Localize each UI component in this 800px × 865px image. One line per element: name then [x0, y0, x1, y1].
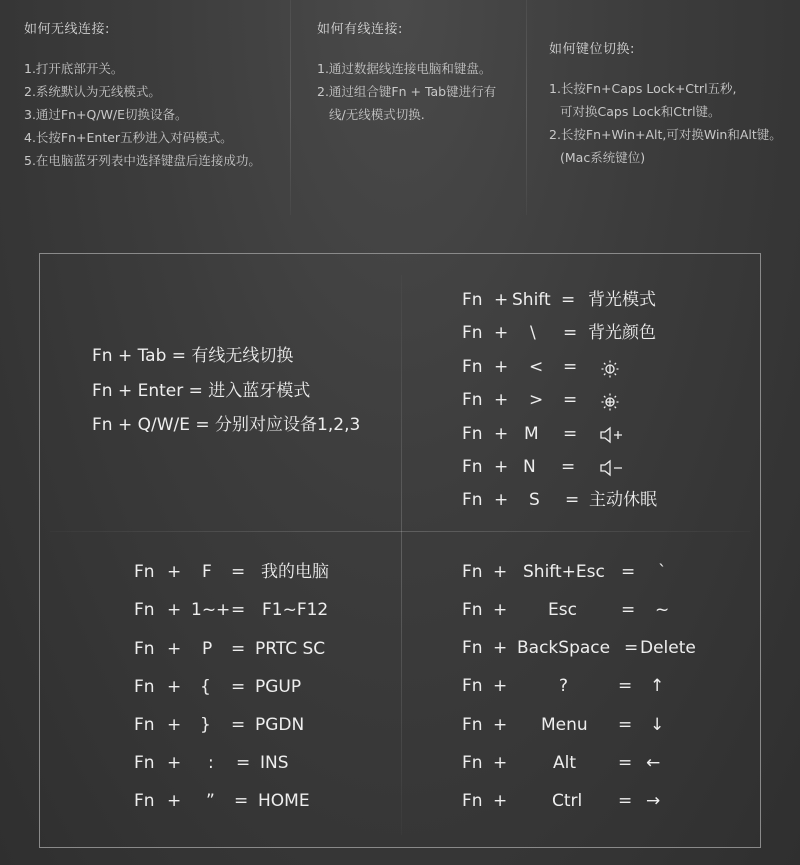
shortcut-result: `: [658, 562, 667, 582]
brightness-up-icon: [600, 391, 620, 413]
equals-sign: =: [563, 424, 578, 444]
shortcut-result: 背光模式: [588, 290, 656, 310]
equals-sign: =: [231, 639, 246, 659]
wired-title: 如何有线连接:: [317, 22, 403, 37]
fn-key: Fn: [462, 676, 483, 696]
volume-up-icon: [599, 424, 625, 446]
wireless-section: [24, 18, 261, 172]
shortcut-key: :: [208, 753, 214, 773]
equals-sign: =: [234, 791, 249, 811]
equals-sign: =: [618, 791, 633, 811]
fn-key: Fn: [462, 490, 483, 510]
equals-sign: =: [231, 600, 246, 620]
plus-sign: +: [493, 753, 508, 773]
equals-sign: =: [231, 562, 246, 582]
keyswitch-steps: [549, 77, 782, 169]
fn-key: Fn: [462, 457, 483, 477]
equals-sign: =: [565, 490, 580, 510]
shortcut-text: Fn + Tab = 有线无线切换: [92, 346, 294, 366]
fn-key: Fn: [462, 600, 483, 620]
shortcut-result: 主动休眠: [589, 490, 657, 510]
plus-sign: +: [493, 638, 508, 658]
fn-key: Fn: [462, 390, 483, 410]
equals-sign: =: [618, 676, 633, 696]
plus-sign: +: [167, 677, 182, 697]
wireless-step: 5.在电脑蓝牙列表中选择键盘后连接成功。: [24, 153, 261, 168]
shortcut-result: 背光颜色: [588, 323, 656, 343]
plus-sign: +: [167, 600, 182, 620]
plus-sign: +: [494, 323, 509, 343]
shortcut-text: Fn + Q/W/E = 分别对应设备1,2,3: [92, 415, 361, 435]
plus-sign: +: [494, 457, 509, 477]
fn-key: Fn: [462, 753, 483, 773]
wired-step: 线/无线模式切换.: [329, 107, 425, 122]
column-divider: [290, 0, 291, 215]
wireless-step: 4.长按Fn+Enter五秒进入对码模式。: [24, 130, 233, 145]
equals-sign: =: [231, 715, 246, 735]
wired-step: 2.通过组合键Fn + Tab键进行有: [317, 84, 497, 99]
shortcut-key: BackSpace: [517, 638, 611, 658]
equals-sign: =: [563, 390, 578, 410]
fn-key: Fn: [462, 715, 483, 735]
shortcut-key: 1~+: [191, 600, 231, 620]
wireless-step: 2.系统默认为无线模式。: [24, 84, 161, 99]
arrow-up-icon: ↑: [650, 676, 665, 696]
shortcut-key: S: [529, 490, 540, 510]
wireless-step: 3.通过Fn+Q/W/E切换设备。: [24, 107, 188, 122]
wired-step: 1.通过数据线连接电脑和键盘。: [317, 61, 492, 76]
shortcut-key: Esc: [548, 600, 577, 620]
wired-steps: [317, 57, 496, 126]
shortcut-key: ”: [206, 791, 215, 811]
shortcut-result: HOME: [258, 791, 310, 811]
equals-sign: =: [618, 753, 633, 773]
plus-sign: +: [494, 490, 509, 510]
equals-sign: =: [563, 357, 578, 377]
fn-key: Fn: [462, 290, 483, 310]
shortcut-key: {: [200, 677, 211, 697]
equals-sign: =: [621, 600, 636, 620]
fn-key: Fn: [134, 791, 155, 811]
plus-sign: +: [494, 390, 509, 410]
equals-sign: =: [621, 562, 636, 582]
shortcut-key: Menu: [541, 715, 588, 735]
keyswitch-step: 2.长按Fn+Win+Alt,可对换Win和Alt键。: [549, 127, 782, 142]
shortcut-result: PRTC SC: [255, 639, 326, 659]
shortcut-key: }: [200, 715, 211, 735]
plus-sign: +: [493, 562, 508, 582]
plus-sign: +: [494, 290, 509, 310]
plus-sign: +: [494, 357, 509, 377]
fn-key: Fn: [134, 753, 155, 773]
shortcut-key: Alt: [553, 753, 577, 773]
keyswitch-step: 可对换Caps Lock和Ctrl键。: [560, 104, 721, 119]
volume-down-icon: [599, 457, 625, 479]
fn-key: Fn: [462, 638, 483, 658]
wireless-title: 如何无线连接:: [24, 22, 110, 37]
fn-key: Fn: [134, 639, 155, 659]
keyswitch-title: 如何键位切换:: [549, 42, 635, 57]
shortcut-key: Shift: [512, 290, 551, 310]
shortcut-result: PGDN: [255, 715, 305, 735]
shortcut-text: Fn + Enter = 进入蓝牙模式: [92, 381, 311, 401]
plus-sign: +: [167, 791, 182, 811]
plus-sign: +: [167, 753, 182, 773]
arrow-down-icon: ↓: [650, 715, 665, 735]
brightness-down-icon: [600, 358, 620, 380]
equals-sign: =: [236, 753, 251, 773]
shortcut-key: M: [524, 424, 539, 444]
shortcut-result: ~: [655, 600, 670, 620]
shortcut-key: N: [523, 457, 536, 477]
fn-key: Fn: [462, 323, 483, 343]
wireless-steps: [24, 57, 261, 172]
wireless-step: 1.打开底部开关。: [24, 61, 124, 76]
shortcut-key: <: [529, 357, 544, 377]
shortcut-key: Shift+Esc: [523, 562, 605, 582]
equals-sign: =: [618, 715, 633, 735]
equals-sign: =: [561, 290, 576, 310]
shortcut-key: F: [202, 562, 212, 582]
shortcut-key: P: [202, 639, 213, 659]
equals-sign: =: [231, 677, 246, 697]
shortcut-key: \: [530, 323, 536, 343]
plus-sign: +: [167, 562, 182, 582]
fn-key: Fn: [134, 600, 155, 620]
fn-key: Fn: [462, 791, 483, 811]
shortcut-key: ?: [559, 676, 569, 696]
equals-sign: =: [563, 323, 578, 343]
arrow-left-icon: ←: [646, 753, 661, 773]
shortcut-result: 我的电脑: [261, 562, 329, 582]
arrow-right-icon: →: [646, 791, 661, 811]
fn-key: Fn: [462, 424, 483, 444]
panel-vertical-divider: [401, 275, 402, 835]
panel-horizontal-divider: [50, 531, 750, 532]
fn-key: Fn: [134, 677, 155, 697]
fn-key: Fn: [134, 715, 155, 735]
plus-sign: +: [493, 600, 508, 620]
shortcut-result: Delete: [640, 638, 696, 658]
shortcut-key: >: [529, 390, 544, 410]
plus-sign: +: [493, 676, 508, 696]
keyswitch-section: [549, 38, 782, 169]
shortcut-key: Ctrl: [552, 791, 583, 811]
fn-key: Fn: [462, 562, 483, 582]
shortcut-result: F1~F12: [262, 600, 329, 620]
plus-sign: +: [167, 715, 182, 735]
keyswitch-step: (Mac系统键位): [560, 150, 646, 165]
fn-key: Fn: [134, 562, 155, 582]
plus-sign: +: [493, 791, 508, 811]
plus-sign: +: [494, 424, 509, 444]
wired-section: [317, 18, 496, 126]
fn-key: Fn: [462, 357, 483, 377]
column-divider: [526, 0, 527, 215]
equals-sign: =: [624, 638, 639, 658]
plus-sign: +: [493, 715, 508, 735]
plus-sign: +: [167, 639, 182, 659]
shortcut-result: PGUP: [255, 677, 302, 697]
equals-sign: =: [561, 457, 576, 477]
keyswitch-step: 1.长按Fn+Caps Lock+Ctrl五秒,: [549, 81, 737, 96]
shortcut-result: INS: [260, 753, 289, 773]
